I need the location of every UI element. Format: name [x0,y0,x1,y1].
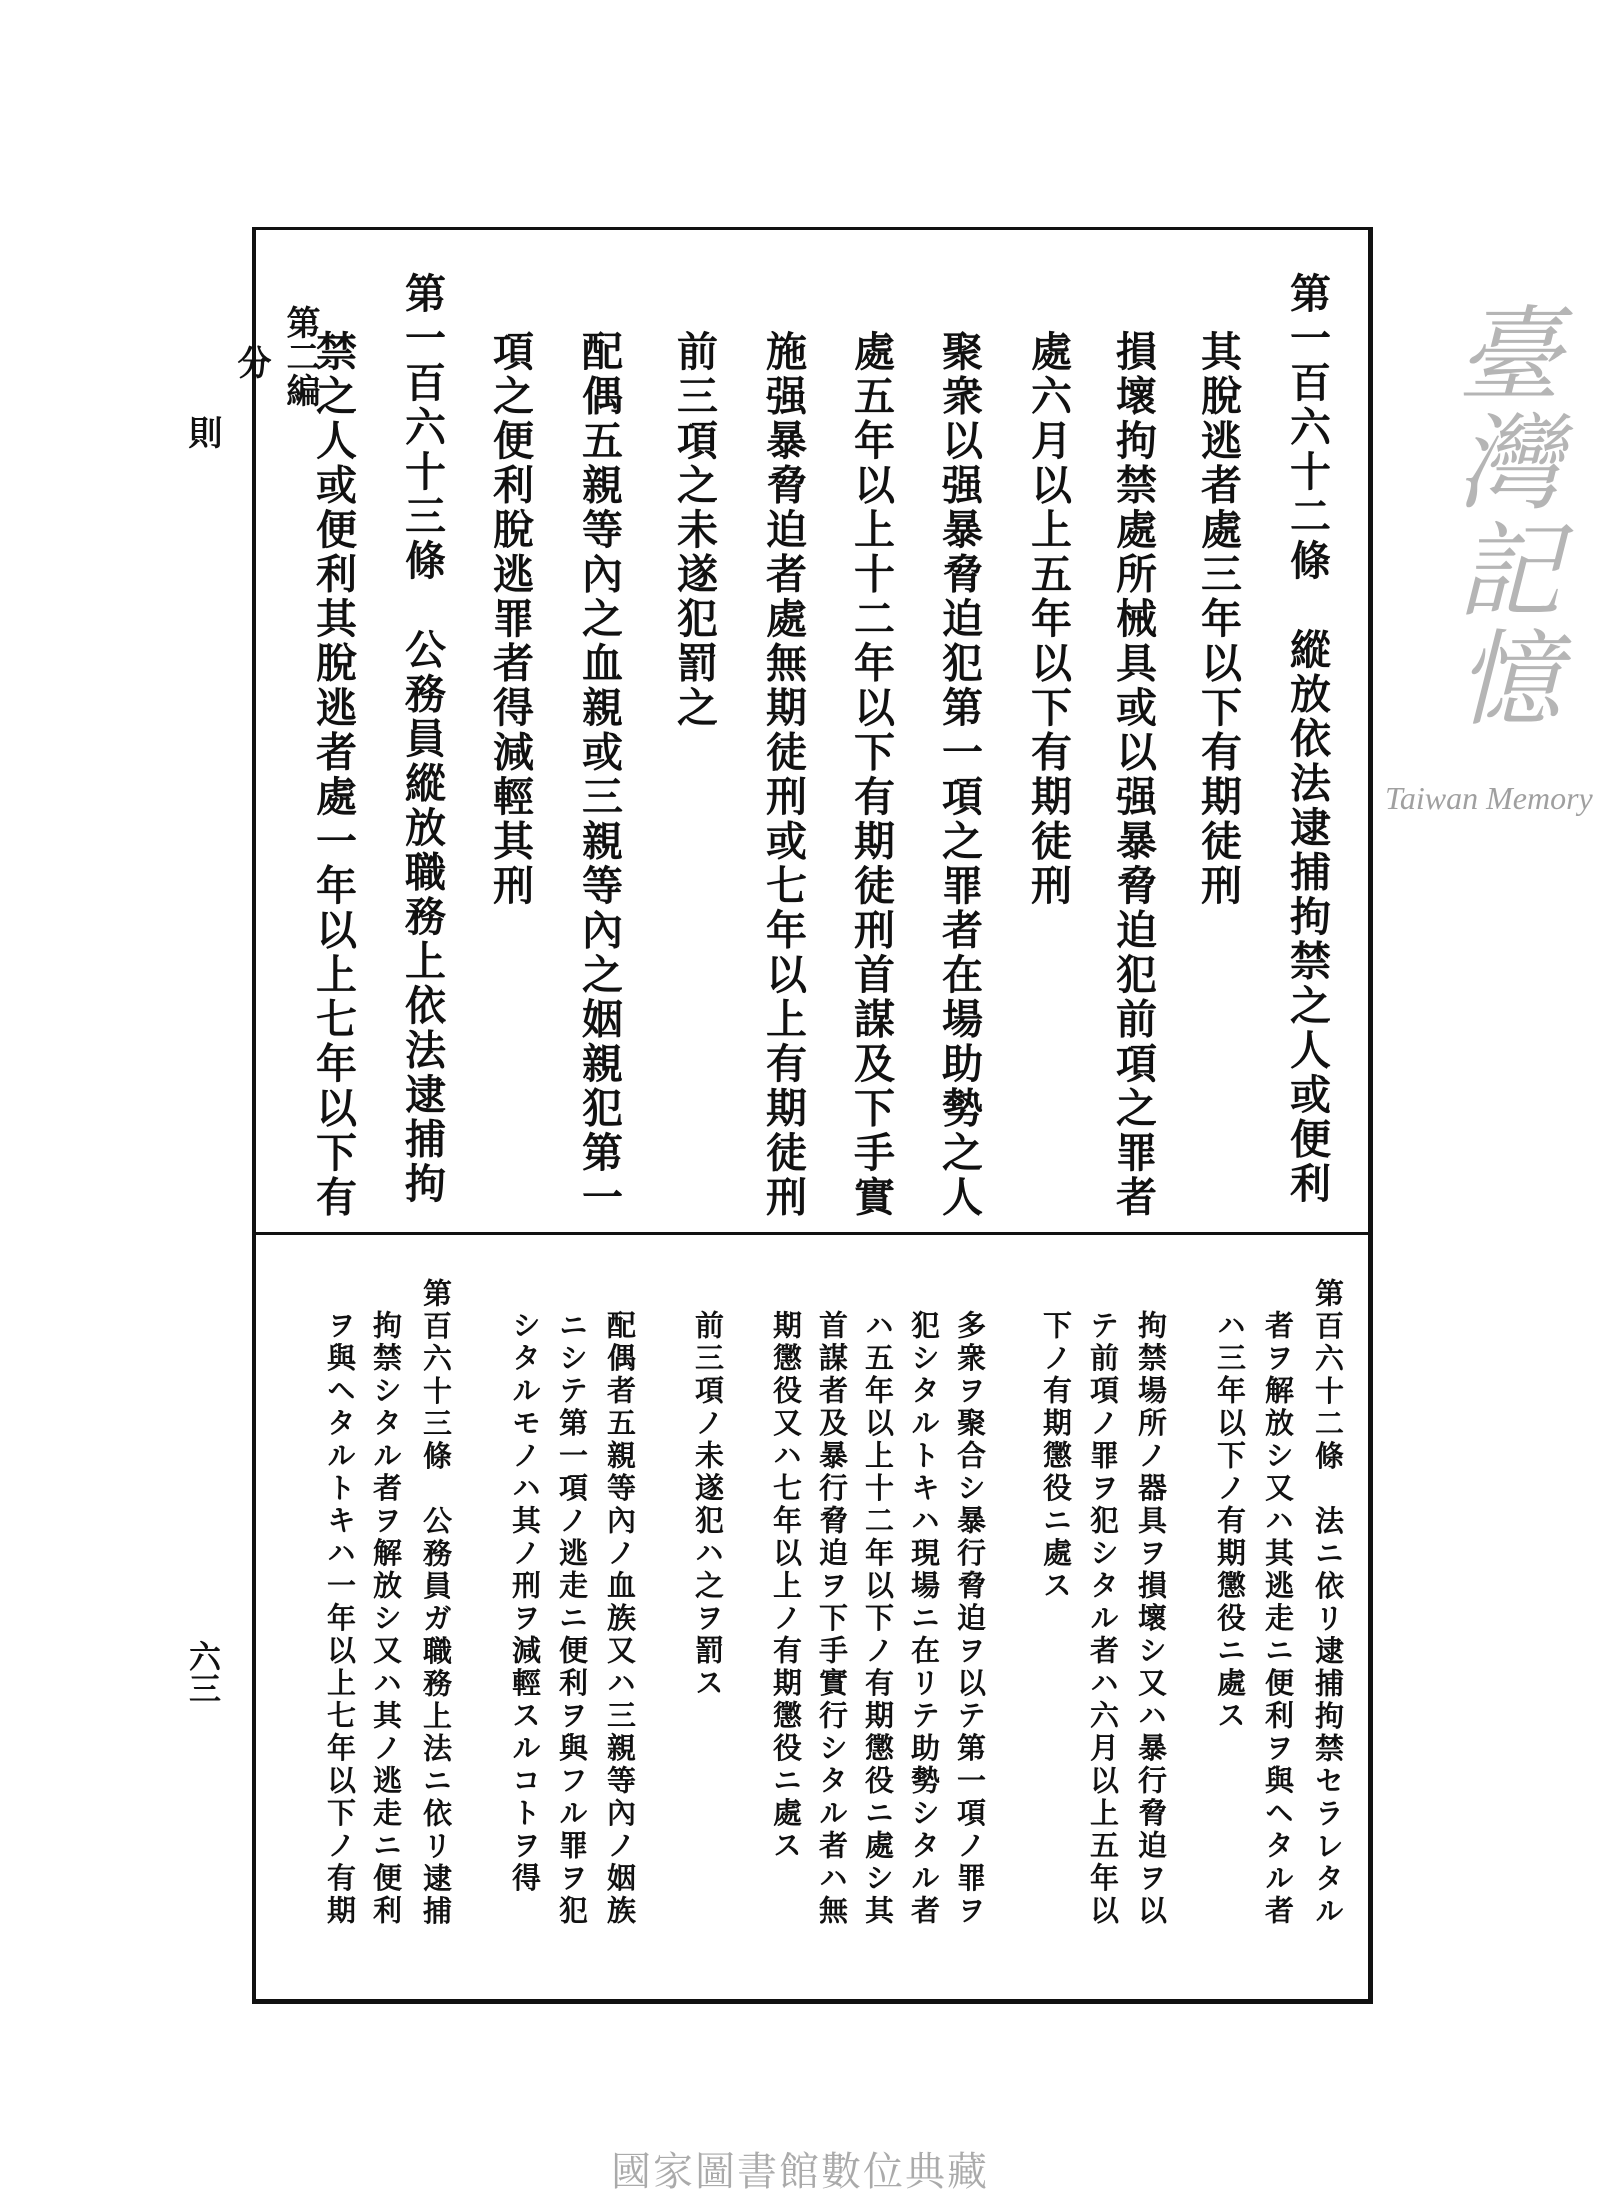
text-column: 前三項之未遂犯罰之 [670,330,718,731]
watermark-english: Taiwan Memory [1385,780,1593,816]
text-column: 處六月以上五年以下有期徒刑 [1024,330,1072,909]
text-column: ニシテ第一項ノ逃走ニ便利ヲ與フル罪ヲ犯 [555,1310,589,1928]
article-heading-column: 第百六十二條 法ニ依リ逮捕拘禁セラレタル [1311,1278,1345,1928]
text-column: 犯シタルトキハ現場ニ在リテ助勢シタル者 [907,1310,941,1928]
section-divider [256,1232,1369,1235]
text-column: 拘禁シタル者ヲ解放シ又ハ其ノ逃走ニ便利 [369,1310,403,1928]
article-heading-column: 第一百六十二條 縱放依法逮捕拘禁之人或便利 [1283,272,1331,1207]
text-column: 處五年以上十二年以下有期徒刑首謀及下手實 [847,330,895,1220]
text-column: 項之便利脫逃罪者得減輕其刑 [486,330,534,909]
margin-rule: 則 [182,415,222,449]
text-column: 配偶五親等內之血親或三親等內之姻親犯第一 [575,330,623,1220]
text-column: 前三項ノ未遂犯ハ之ヲ罰ス [691,1310,725,1700]
text-column: 多衆ヲ聚合シ暴行脅迫ヲ以テ第一項ノ罪ヲ [953,1310,987,1928]
article-heading-column: 第一百六十三條 公務員縱放職務上依法逮捕拘 [398,272,446,1207]
text-column: 損壞拘禁處所械具或以强暴脅迫犯前項之罪者 [1109,330,1157,1220]
text-column: 其脫逃者處三年以下有期徒刑 [1194,330,1242,909]
text-column: 首謀者及暴行脅迫ヲ下手實行シタル者ハ無 [815,1310,849,1928]
text-column: 聚衆以强暴脅迫犯第一項之罪者在場助勢之人 [935,330,983,1220]
text-column: 禁之人或便利其脫逃者處一年以上七年以下有 [309,330,357,1220]
text-column: 者ヲ解放シ又ハ其逃走ニ便利ヲ與ヘタル者 [1261,1310,1295,1928]
watermark-logo: 臺灣記憶 [1439,300,1561,732]
margin-chapter-title [178,305,325,449]
margin-section: 分 [231,345,271,379]
text-column: 施强暴脅迫者處無期徒刑或七年以上有期徒刑 [759,330,807,1220]
page-number: 六三 [184,1640,222,1704]
text-column: 期懲役又ハ七年以上ノ有期懲役ニ處ス [769,1310,803,1863]
text-column: ヲ與ヘタルトキハ一年以上七年以下ノ有期 [323,1310,357,1928]
footer-credit: 國家圖書館數位典藏 [611,2149,989,2195]
text-column: 下ノ有期懲役ニ處ス [1039,1310,1073,1603]
text-column: シタルモノハ其ノ刑ヲ減輕スルコトヲ得 [508,1310,542,1895]
text-column: 拘禁場所ノ器具ヲ損壞シ又ハ暴行脅迫ヲ以 [1134,1310,1168,1928]
text-column: 配偶者五親等內ノ血族又ハ三親等內ノ姻族 [603,1310,637,1928]
article-heading-column: 第百六十三條 公務員ガ職務上法ニ依リ逮捕 [419,1278,453,1928]
text-column: テ前項ノ罪ヲ犯シタル者ハ六月以上五年以 [1086,1310,1120,1928]
margin-part: 第二編 [280,305,320,407]
text-column: ハ三年以下ノ有期懲役ニ處ス [1213,1310,1247,1733]
text-column: ハ五年以上十二年以下ノ有期懲役ニ處シ其 [861,1310,895,1928]
